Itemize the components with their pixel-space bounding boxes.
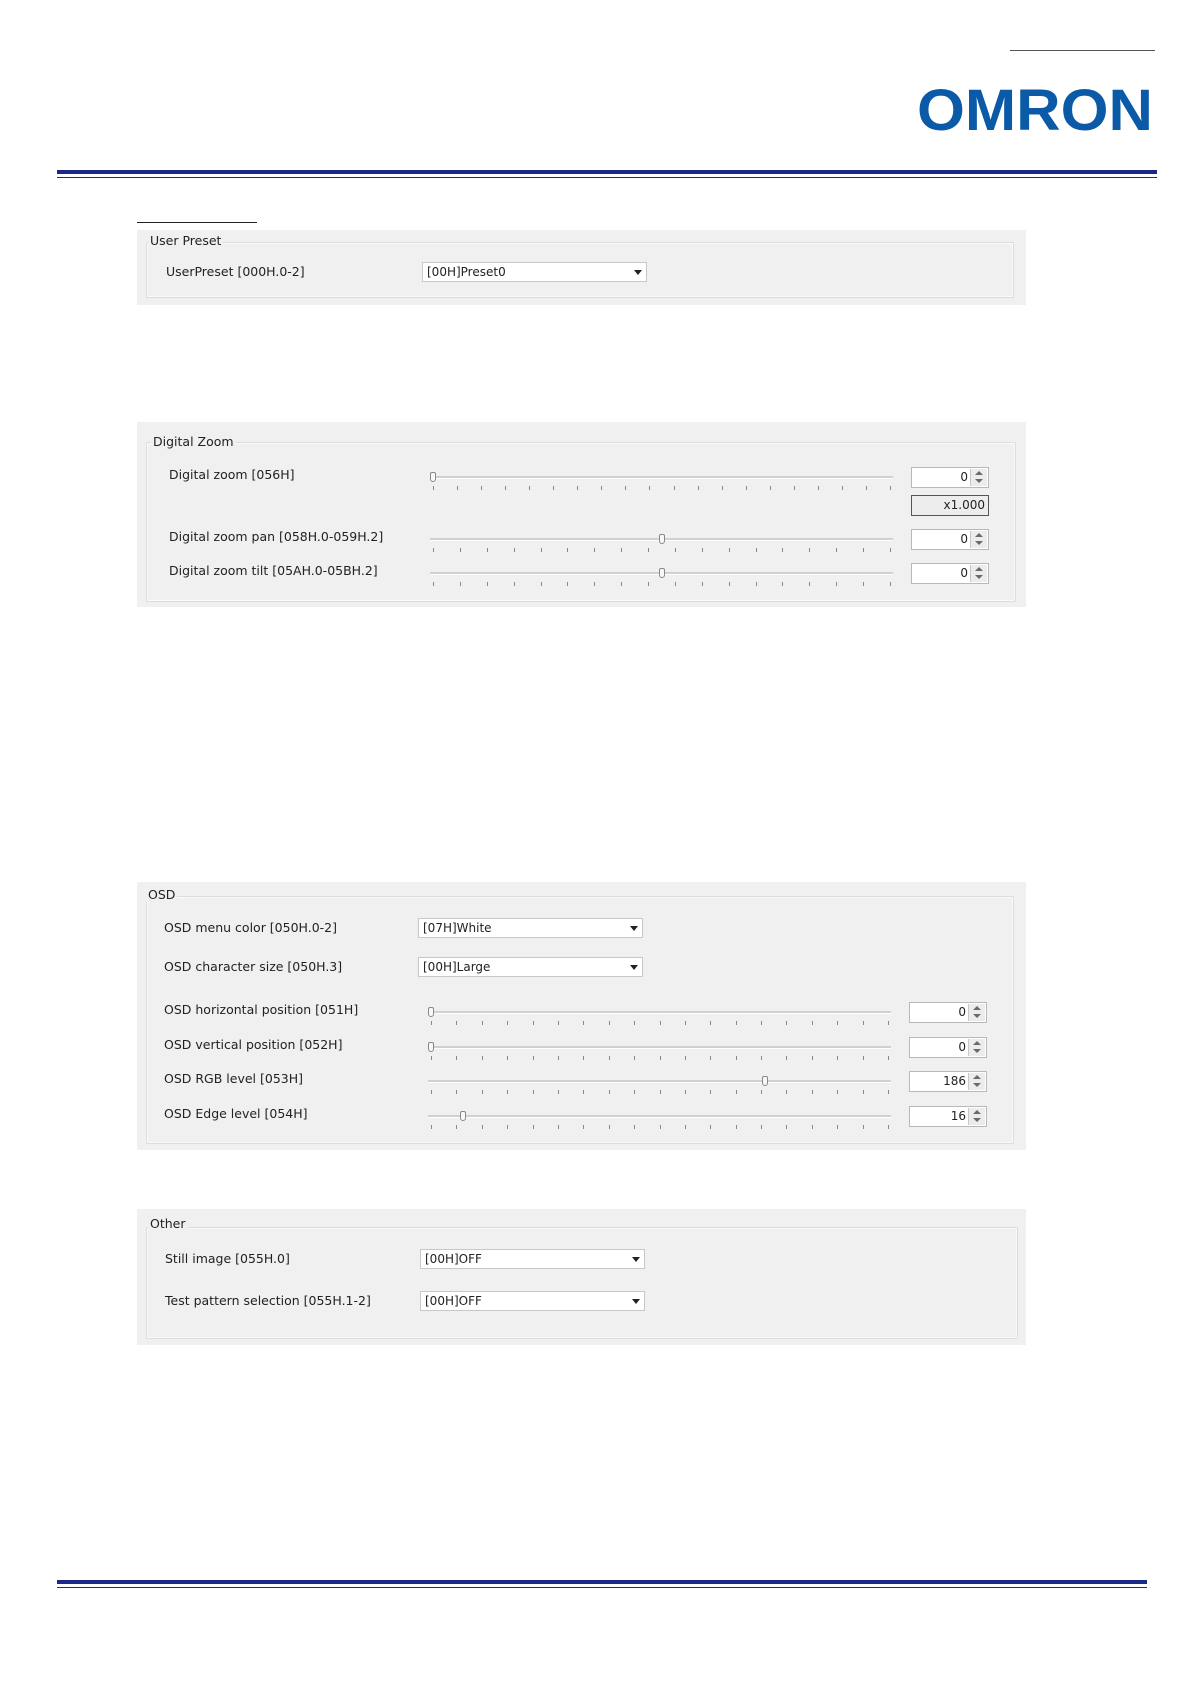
- slider-tick: [786, 1056, 787, 1060]
- slider-thumb[interactable]: [428, 1007, 434, 1017]
- slider-tick: [794, 486, 795, 490]
- slider-tick: [533, 1056, 534, 1060]
- test-pattern-value: [00H]OFF: [425, 1294, 482, 1308]
- slider-thumb[interactable]: [659, 568, 665, 578]
- slider-tick: [649, 486, 650, 490]
- slider-tick: [529, 486, 530, 490]
- slider-tick: [634, 1125, 635, 1129]
- slider-tick: [890, 582, 891, 586]
- still-image-value: [00H]OFF: [425, 1252, 482, 1266]
- userpreset-value: [00H]Preset0: [427, 265, 506, 279]
- spin-arrows-icon[interactable]: [968, 1073, 985, 1090]
- slider-tick: [505, 486, 506, 490]
- digital-zoom-magnification: x1.000: [911, 495, 989, 516]
- digital-zoom-pan-slider[interactable]: [430, 534, 893, 560]
- slider-tick: [601, 486, 602, 490]
- slider-tick: [541, 548, 542, 552]
- slider-tick: [507, 1056, 508, 1060]
- slider-tick: [660, 1021, 661, 1025]
- slider-tick: [533, 1021, 534, 1025]
- slider-tick: [842, 486, 843, 490]
- slider-track[interactable]: [428, 1115, 891, 1118]
- slider-tick: [888, 1090, 889, 1094]
- slider-tick: [866, 486, 867, 490]
- slider-track[interactable]: [430, 476, 893, 479]
- slider-tick: [507, 1125, 508, 1129]
- slider-thumb[interactable]: [430, 472, 436, 482]
- slider-tick: [786, 1021, 787, 1025]
- userpreset-dropdown[interactable]: [422, 262, 647, 282]
- osd-edge-slider[interactable]: [428, 1111, 891, 1137]
- slider-tick: [533, 1125, 534, 1129]
- slider-tick: [837, 1125, 838, 1129]
- spin-arrows-icon[interactable]: [970, 531, 987, 548]
- slider-tick: [533, 1090, 534, 1094]
- slider-tick: [660, 1056, 661, 1060]
- osd-edge-label: OSD Edge level [054H]: [164, 1106, 308, 1121]
- still-image-label: Still image [055H.0]: [165, 1251, 290, 1266]
- chevron-down-icon: [634, 270, 642, 275]
- slider-tick: [460, 582, 461, 586]
- slider-tick: [702, 582, 703, 586]
- slider-tick: [456, 1090, 457, 1094]
- slider-tick: [685, 1090, 686, 1094]
- slider-tick: [583, 1056, 584, 1060]
- chevron-down-icon: [630, 965, 638, 970]
- slider-tick: [514, 548, 515, 552]
- slider-tick: [786, 1125, 787, 1129]
- slider-tick: [729, 548, 730, 552]
- slider-tick: [818, 486, 819, 490]
- slider-tick: [660, 1125, 661, 1129]
- slider-tick: [685, 1021, 686, 1025]
- digital-zoom-pan-spinbox[interactable]: [911, 529, 989, 550]
- osd-h-pos-slider[interactable]: [428, 1007, 891, 1033]
- slider-tick: [863, 1021, 864, 1025]
- other-panel: [137, 1209, 1026, 1345]
- slider-tick: [812, 1021, 813, 1025]
- slider-tick: [583, 1090, 584, 1094]
- osd-edge-spinbox[interactable]: [909, 1106, 987, 1127]
- slider-tick: [786, 1090, 787, 1094]
- slider-tick: [648, 548, 649, 552]
- slider-tick: [456, 1125, 457, 1129]
- test-pattern-label: Test pattern selection [055H.1-2]: [165, 1293, 371, 1308]
- slider-tick: [837, 1090, 838, 1094]
- slider-tick: [698, 486, 699, 490]
- slider-tick: [507, 1021, 508, 1025]
- slider-tick: [660, 1090, 661, 1094]
- slider-tick: [782, 582, 783, 586]
- slider-tick: [482, 1125, 483, 1129]
- slider-tick: [431, 1090, 432, 1094]
- user-preset-legend: User Preset: [150, 233, 222, 248]
- header-rule: [57, 170, 1157, 174]
- slider-tick: [756, 548, 757, 552]
- osd-rgb-slider[interactable]: [428, 1076, 891, 1102]
- slider-tick: [890, 548, 891, 552]
- slider-tick: [625, 486, 626, 490]
- osd-h-pos-value: 0: [958, 1005, 966, 1019]
- slider-tick: [888, 1056, 889, 1060]
- spin-arrows-icon[interactable]: [968, 1004, 985, 1021]
- slider-tick: [863, 1090, 864, 1094]
- still-image-dropdown[interactable]: [420, 1249, 645, 1269]
- slider-tick: [863, 1056, 864, 1060]
- slider-tick: [553, 486, 554, 490]
- osd-menu-color-value: [07H]White: [423, 921, 492, 935]
- slider-tick: [481, 486, 482, 490]
- user-preset-panel: [137, 230, 1026, 305]
- slider-tick: [431, 1021, 432, 1025]
- slider-tick: [710, 1090, 711, 1094]
- slider-tick: [890, 486, 891, 490]
- slider-tick: [809, 548, 810, 552]
- slider-tick: [863, 1125, 864, 1129]
- slider-tick: [567, 582, 568, 586]
- slider-track[interactable]: [428, 1046, 891, 1049]
- footer-rule: [57, 1580, 1147, 1584]
- slider-tick: [482, 1056, 483, 1060]
- digital-zoom-tilt-value: 0: [960, 566, 968, 580]
- slider-tick: [863, 548, 864, 552]
- osd-v-pos-spinbox[interactable]: [909, 1037, 987, 1058]
- slider-tick: [558, 1090, 559, 1094]
- other-group: [146, 1227, 1018, 1339]
- spin-arrows-icon[interactable]: [970, 565, 987, 582]
- slider-tick: [888, 1125, 889, 1129]
- chevron-down-icon: [632, 1299, 640, 1304]
- spin-arrows-icon[interactable]: [970, 469, 987, 486]
- slider-tick: [583, 1125, 584, 1129]
- slider-tick: [812, 1090, 813, 1094]
- slider-tick: [583, 1021, 584, 1025]
- slider-tick: [736, 1125, 737, 1129]
- digital-zoom-tilt-slider[interactable]: [430, 568, 893, 594]
- osd-char-size-dropdown[interactable]: [418, 957, 643, 977]
- slider-tick: [567, 548, 568, 552]
- slider-tick: [482, 1021, 483, 1025]
- slider-tick: [609, 1090, 610, 1094]
- slider-tick: [761, 1125, 762, 1129]
- slider-tick: [460, 548, 461, 552]
- slider-tick: [433, 486, 434, 490]
- digital-zoom-spinbox[interactable]: [911, 467, 989, 488]
- slider-tick: [621, 548, 622, 552]
- chevron-down-icon: [632, 1257, 640, 1262]
- slider-tick: [675, 582, 676, 586]
- slider-tick: [710, 1021, 711, 1025]
- slider-thumb[interactable]: [428, 1042, 434, 1052]
- slider-tick: [710, 1125, 711, 1129]
- slider-tick: [634, 1021, 635, 1025]
- slider-tick: [482, 1090, 483, 1094]
- osd-rgb-spinbox[interactable]: [909, 1071, 987, 1092]
- slider-tick: [837, 1021, 838, 1025]
- section-underline: [137, 222, 257, 223]
- slider-tick: [761, 1090, 762, 1094]
- digital-zoom-legend: Digital Zoom: [153, 434, 234, 449]
- slider-tick: [812, 1056, 813, 1060]
- test-pattern-dropdown[interactable]: [420, 1291, 645, 1311]
- slider-tick: [736, 1021, 737, 1025]
- osd-rgb-label: OSD RGB level [053H]: [164, 1071, 304, 1086]
- slider-tick: [729, 582, 730, 586]
- slider-tick: [812, 1125, 813, 1129]
- slider-tick: [710, 1056, 711, 1060]
- slider-tick: [674, 486, 675, 490]
- slider-tick: [685, 1125, 686, 1129]
- slider-tick: [746, 486, 747, 490]
- digital-zoom-tilt-label: Digital zoom tilt [05AH.0-05BH.2]: [169, 563, 378, 578]
- osd-edge-value: 16: [950, 1109, 966, 1123]
- slider-tick: [456, 1056, 457, 1060]
- digital-zoom-slider[interactable]: [430, 472, 893, 498]
- slider-thumb[interactable]: [659, 534, 665, 544]
- slider-track[interactable]: [428, 1011, 891, 1014]
- slider-tick: [702, 548, 703, 552]
- slider-tick: [487, 582, 488, 586]
- slider-tick: [609, 1125, 610, 1129]
- slider-tick: [756, 582, 757, 586]
- logo-text: OMRON: [917, 80, 1153, 140]
- slider-tick: [558, 1021, 559, 1025]
- slider-tick: [433, 582, 434, 586]
- slider-tick: [761, 1056, 762, 1060]
- spin-arrows-icon[interactable]: [968, 1039, 985, 1056]
- slider-tick: [782, 548, 783, 552]
- omron-logo: [915, 80, 1155, 140]
- slider-tick: [836, 582, 837, 586]
- slider-tick: [577, 486, 578, 490]
- slider-tick: [507, 1090, 508, 1094]
- digital-zoom-label: Digital zoom [056H]: [169, 467, 295, 482]
- slider-tick: [594, 582, 595, 586]
- osd-v-pos-slider[interactable]: [428, 1042, 891, 1068]
- osd-h-pos-label: OSD horizontal position [051H]: [164, 1002, 359, 1017]
- slider-tick: [685, 1056, 686, 1060]
- slider-tick: [456, 1021, 457, 1025]
- slider-tick: [457, 486, 458, 490]
- slider-tick: [863, 582, 864, 586]
- slider-tick: [809, 582, 810, 586]
- osd-char-size-value: [00H]Large: [423, 960, 491, 974]
- slider-tick: [736, 1056, 737, 1060]
- slider-tick: [487, 548, 488, 552]
- slider-tick: [761, 1021, 762, 1025]
- osd-v-pos-value: 0: [958, 1040, 966, 1054]
- slider-tick: [837, 1056, 838, 1060]
- slider-tick: [888, 1021, 889, 1025]
- digital-zoom-value: 0: [960, 470, 968, 484]
- header-top-line: [1010, 50, 1155, 51]
- slider-tick: [558, 1056, 559, 1060]
- digital-zoom-panel: [137, 422, 1026, 607]
- slider-tick: [609, 1021, 610, 1025]
- slider-tick: [558, 1125, 559, 1129]
- slider-tick: [675, 548, 676, 552]
- slider-thumb[interactable]: [762, 1076, 768, 1086]
- slider-tick: [736, 1090, 737, 1094]
- slider-track[interactable]: [428, 1080, 891, 1083]
- osd-v-pos-label: OSD vertical position [052H]: [164, 1037, 343, 1052]
- slider-tick: [514, 582, 515, 586]
- slider-tick: [634, 1090, 635, 1094]
- osd-legend: OSD: [148, 887, 176, 902]
- slider-tick: [433, 548, 434, 552]
- slider-tick: [722, 486, 723, 490]
- digital-zoom-tilt-spinbox[interactable]: [911, 563, 989, 584]
- slider-thumb[interactable]: [460, 1111, 466, 1121]
- other-legend: Other: [150, 1216, 186, 1231]
- slider-tick: [609, 1056, 610, 1060]
- slider-tick: [648, 582, 649, 586]
- spin-arrows-icon[interactable]: [968, 1108, 985, 1125]
- userpreset-label: UserPreset [000H.0-2]: [166, 264, 305, 279]
- osd-h-pos-spinbox[interactable]: [909, 1002, 987, 1023]
- slider-tick: [431, 1056, 432, 1060]
- chevron-down-icon: [630, 926, 638, 931]
- osd-char-size-label: OSD character size [050H.3]: [164, 959, 343, 974]
- slider-tick: [621, 582, 622, 586]
- slider-tick: [634, 1056, 635, 1060]
- osd-rgb-value: 186: [943, 1074, 966, 1088]
- slider-tick: [770, 486, 771, 490]
- slider-tick: [594, 548, 595, 552]
- osd-menu-color-label: OSD menu color [050H.0-2]: [164, 920, 337, 935]
- osd-panel: [137, 882, 1026, 1150]
- osd-menu-color-dropdown[interactable]: [418, 918, 643, 938]
- slider-tick: [836, 548, 837, 552]
- digital-zoom-pan-value: 0: [960, 532, 968, 546]
- slider-tick: [431, 1125, 432, 1129]
- digital-zoom-pan-label: Digital zoom pan [058H.0-059H.2]: [169, 529, 384, 544]
- slider-tick: [541, 582, 542, 586]
